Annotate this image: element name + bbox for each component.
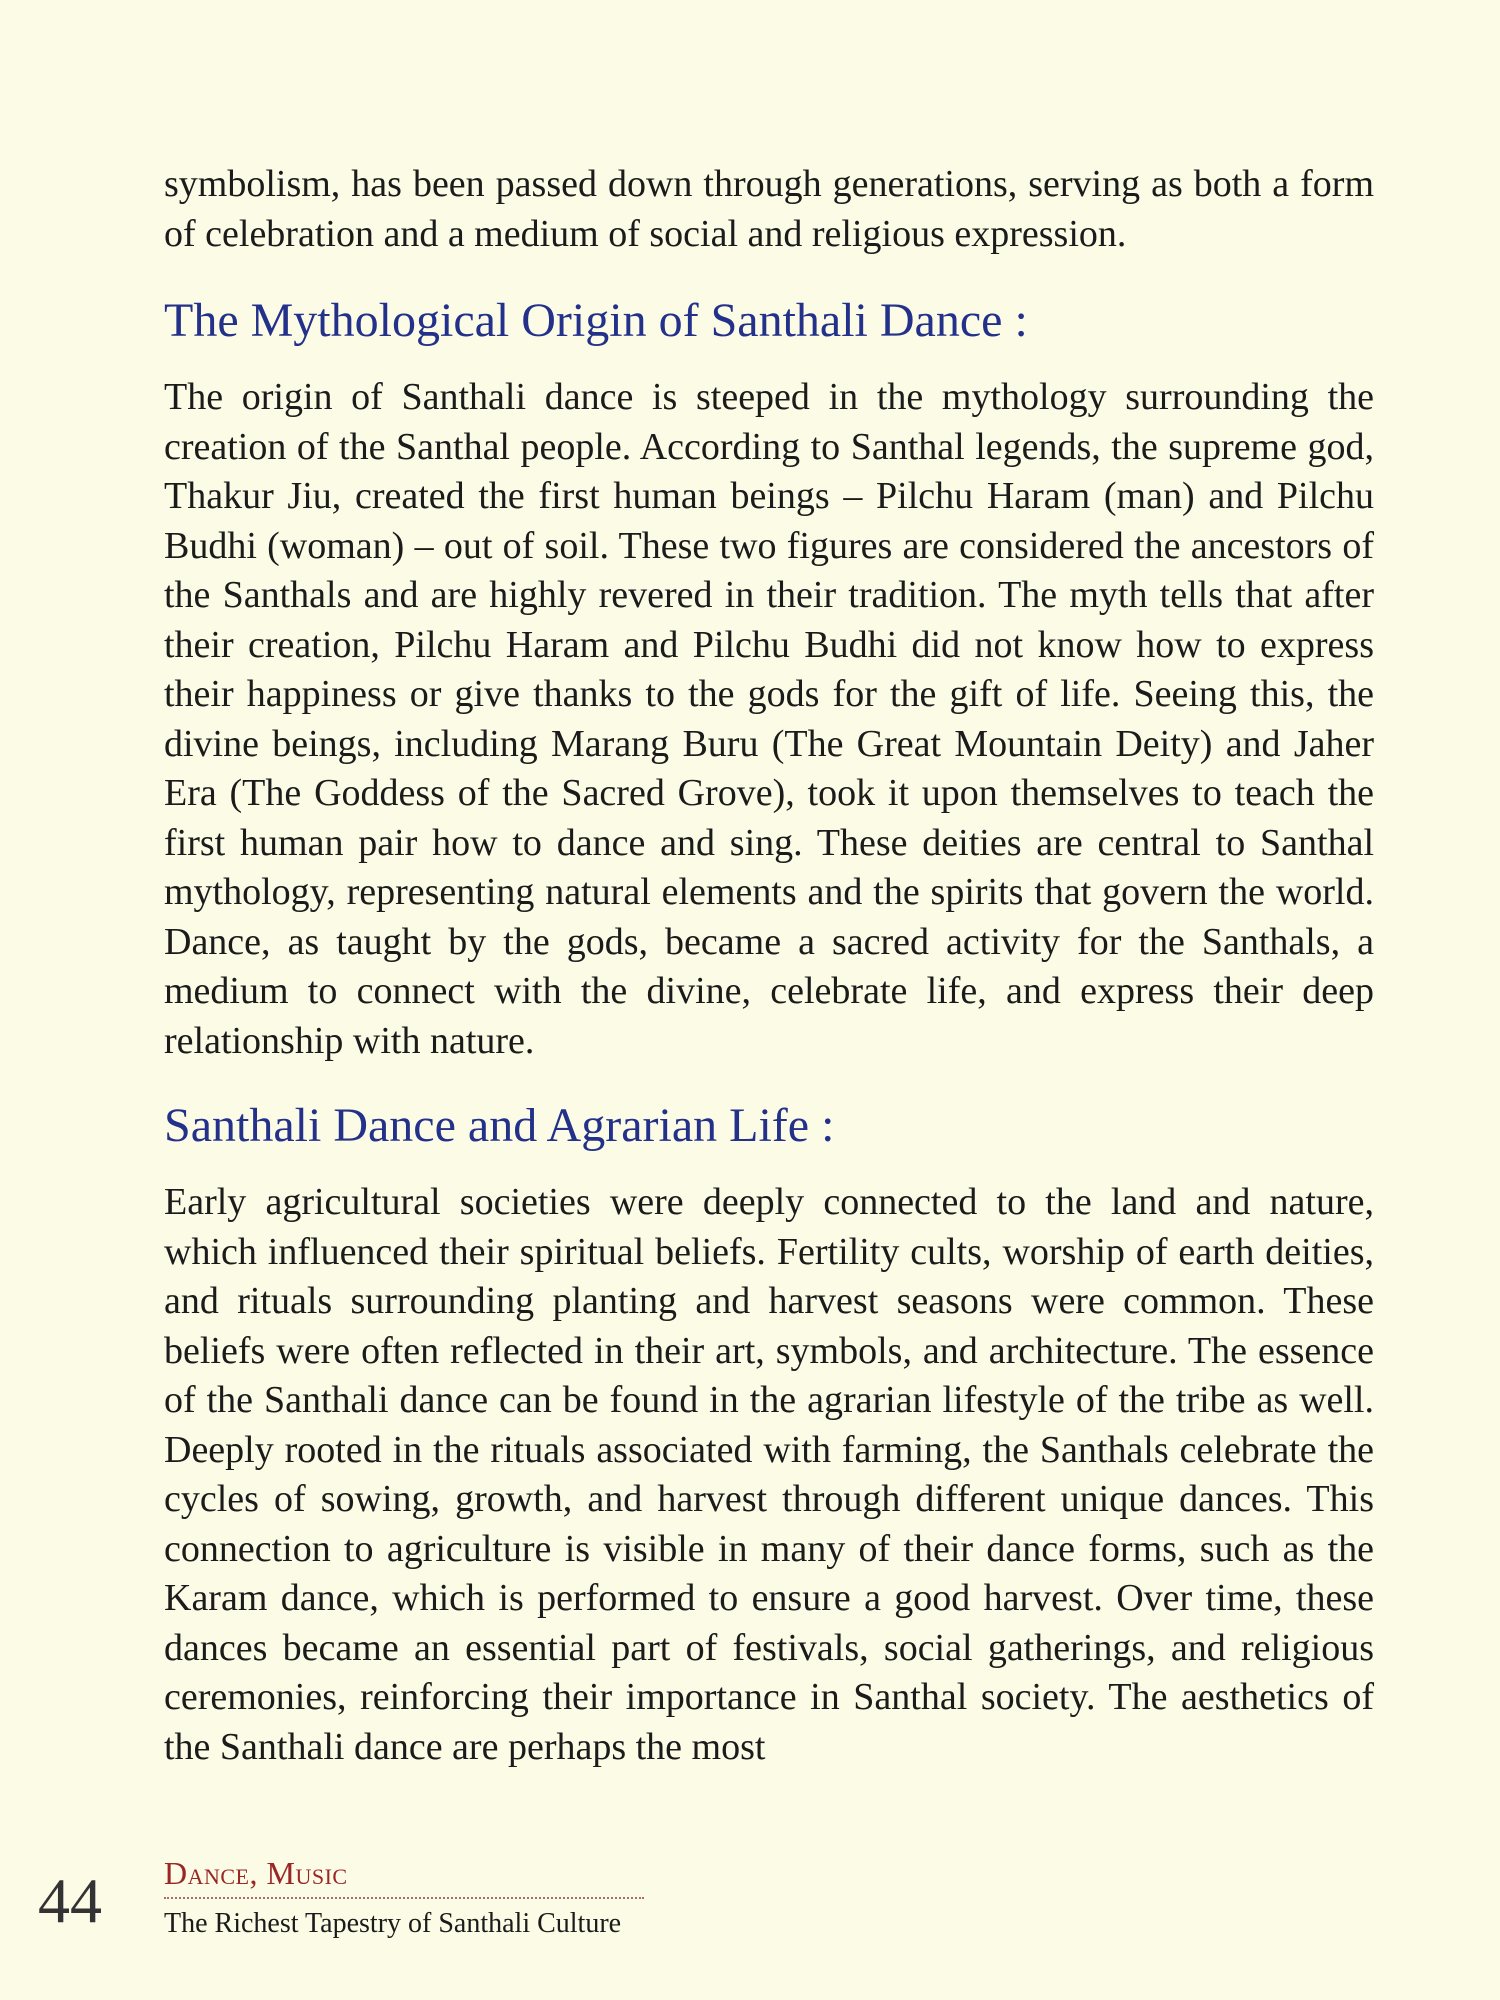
section-heading-mythological-origin: The Mythological Origin of Santhali Dance : (164, 294, 1028, 347)
footer-book-title: Dance, Music (164, 1855, 348, 1891)
footer-divider (164, 1897, 644, 1899)
section-paragraph-agrarian-life: Early agricultural societies were deeply connected to the land and nature, which influenced their spiritual beliefs. Fertility cults, worship of earth deities, and rituals surrounding planting and harvest seasons were common. These beliefs were often reflected in their art, symbols, and architecture. The essence of the Santhali dance can be found in the agrarian lifestyle of the tribe as well. Deeply rooted in the rituals associated with farming, the Santhals celebrate the cycles of sowing, growth, and harvest through different unique dances. This connection to agriculture is visible in many of their dance forms, such as the Karam dance, which is performed to ensure a good harvest. Over time, these dances became an essential part of festivals, social gatherings, and religious ceremonies, reinforcing their importance in Santhal society. The aesthetics of the Santhali dance are perhaps the most (164, 1181, 1374, 1768)
page-content (164, 160, 1374, 1772)
running-footer (164, 1853, 684, 1941)
section-paragraph-mythological-origin: The origin of Santhali dance is steeped in the mythology surrounding the creation of the Santhal people. According to Santhal legends, the supreme god, Thakur Jiu, created the first human beings – Pilchu Haram (man) and Pilchu Budhi (woman) – out of soil. These two figures are considered the ancestors of the Santhals and are highly revered in their tradition. The myth tells that after their creation, Pilchu Haram and Pilchu Budhi did not know how to express their happiness or give thanks to the gods for the gift of life. Seeing this, the divine beings, including Marang Buru (The Great Mountain Deity) and Jaher Era (The Goddess of the Sacred Grove), took it upon themselves to teach the first human pair how to dance and sing. These deities are central to Santhal mythology, representing natural elements and the spirits that govern the world. Dance, as taught by the gods, became a sacred activity for the Santhals, a medium to connect with the divine, celebrate life, and express their deep relationship with nature. (164, 376, 1374, 1062)
page-number: 44 (38, 1865, 102, 1936)
footer-book-subtitle: The Richest Tapestry of Santhali Culture (164, 1908, 622, 1939)
section-heading-agrarian-life: Santhali Dance and Agrarian Life : (164, 1099, 835, 1152)
intro-paragraph: symbolism, has been passed down through generations, serving as both a form of celebration and a medium of social and religious expression. (164, 163, 1374, 255)
